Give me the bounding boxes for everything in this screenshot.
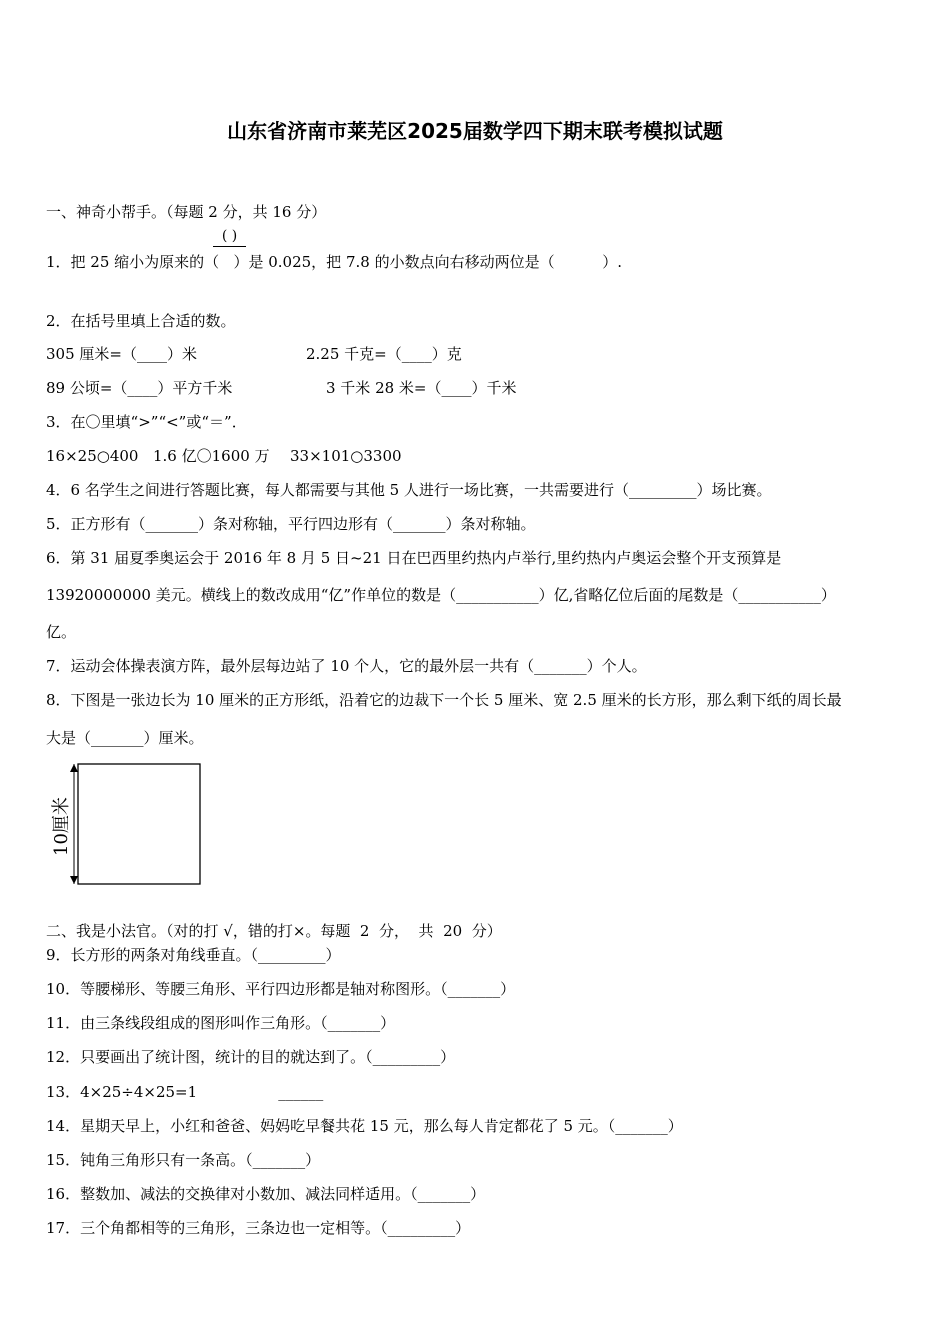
square-paper-figure	[40, 758, 210, 892]
question-3c: 33×101○3300	[290, 447, 402, 465]
question-6-line-3: 亿。	[46, 623, 77, 641]
question-2c: 89 公顷=（____）平方千米	[46, 379, 233, 397]
question-9: 9．长方形的两条对角线垂直。（_________）	[46, 946, 341, 964]
page-title: 山东省济南市莱芜区2025届数学四下期末联考模拟试题	[227, 119, 723, 143]
arrow-top-icon	[70, 764, 78, 772]
question-17: 17．三个角都相等的三角形，三条边也一定相等。（_________）	[46, 1219, 471, 1237]
section-1-heading: 一、神奇小帮手。（每题 2 分，共 16 分）	[46, 203, 327, 221]
question-8-line-2: 大是（_______）厘米。	[46, 729, 204, 747]
question-16: 16．整数加、减法的交换律对小数加、减法同样适用。（_______）	[46, 1185, 486, 1203]
question-10: 10．等腰梯形、等腰三角形、平行四边形都是轴对称图形。（_______）	[46, 980, 516, 998]
question-8-line-1: 8．下图是一张边长为 10 厘米的正方形纸，沿着它的边裁下一个长 5 厘米、宽 2.5 厘米的长方形，那么剩下纸的周长最	[46, 691, 842, 709]
question-7: 7．运动会体操表演方阵，最外层每边站了 10 个人，它的最外层一共有（_______）个人。	[46, 657, 647, 675]
question-2d: 3 千米 28 米=（____）千米	[326, 379, 517, 397]
arrow-bottom-icon	[70, 876, 78, 884]
question-11: 11．由三条线段组成的图形叫作三角形。（_______）	[46, 1014, 396, 1032]
question-3: 3．在〇里填“>”“<”或“＝”．	[46, 413, 247, 431]
question-2a: 305 厘米=（____）米	[46, 345, 197, 363]
question-12: 12．只要画出了统计图，统计的目的就达到了。（_________）	[46, 1048, 456, 1066]
question-15: 15．钝角三角形只有一条高。（_______）	[46, 1151, 321, 1169]
question-4: 4．6 名学生之间进行答题比赛，每人都需要与其他 5 人进行一场比赛，一共需要进行（_________）场比赛。	[46, 481, 772, 499]
question-2b: 2.25 千克=（____）克	[306, 345, 462, 363]
section-2-heading: 二、我是小法官。（对的打 √，错的打×。每题 2 分， 共 20 分）	[46, 922, 502, 940]
square-diagram	[40, 758, 210, 888]
question-6-line-1: 6．第 31 届夏季奥运会于 2016 年 8 月 5 日~21 日在巴西里约热内卢举行,里约热内卢奥运会整个开支预算是	[46, 549, 782, 567]
question-3a: 16×25○400	[46, 447, 139, 465]
square-shape	[78, 764, 200, 884]
dimension-label: 10厘米	[51, 797, 72, 856]
question-13: 13．4×25÷4×25=1 ______	[46, 1083, 324, 1101]
question-1: 1．把 25 缩小为原来的（ ）是 0.025，把 7.8 的小数点向右移动两位是（ ）.	[46, 253, 623, 271]
question-3b: 1.6 亿〇1600 万	[153, 447, 270, 465]
question-6-line-2: 13920000000 美元。横线上的数改成用“亿”作单位的数是（___________）亿,省略亿位后面的尾数是（___________）	[46, 586, 836, 604]
question-14: 14．星期天早上，小红和爸爸、妈妈吃早餐共花 15 元，那么每人肯定都花了 5 元。（_______）	[46, 1117, 683, 1135]
question-5: 5．正方形有（_______）条对称轴，平行四边形有（_______）条对称轴。	[46, 515, 536, 533]
q1-fraction-blank: ( )	[213, 226, 246, 247]
question-2: 2．在括号里填上合适的数。	[46, 312, 236, 330]
